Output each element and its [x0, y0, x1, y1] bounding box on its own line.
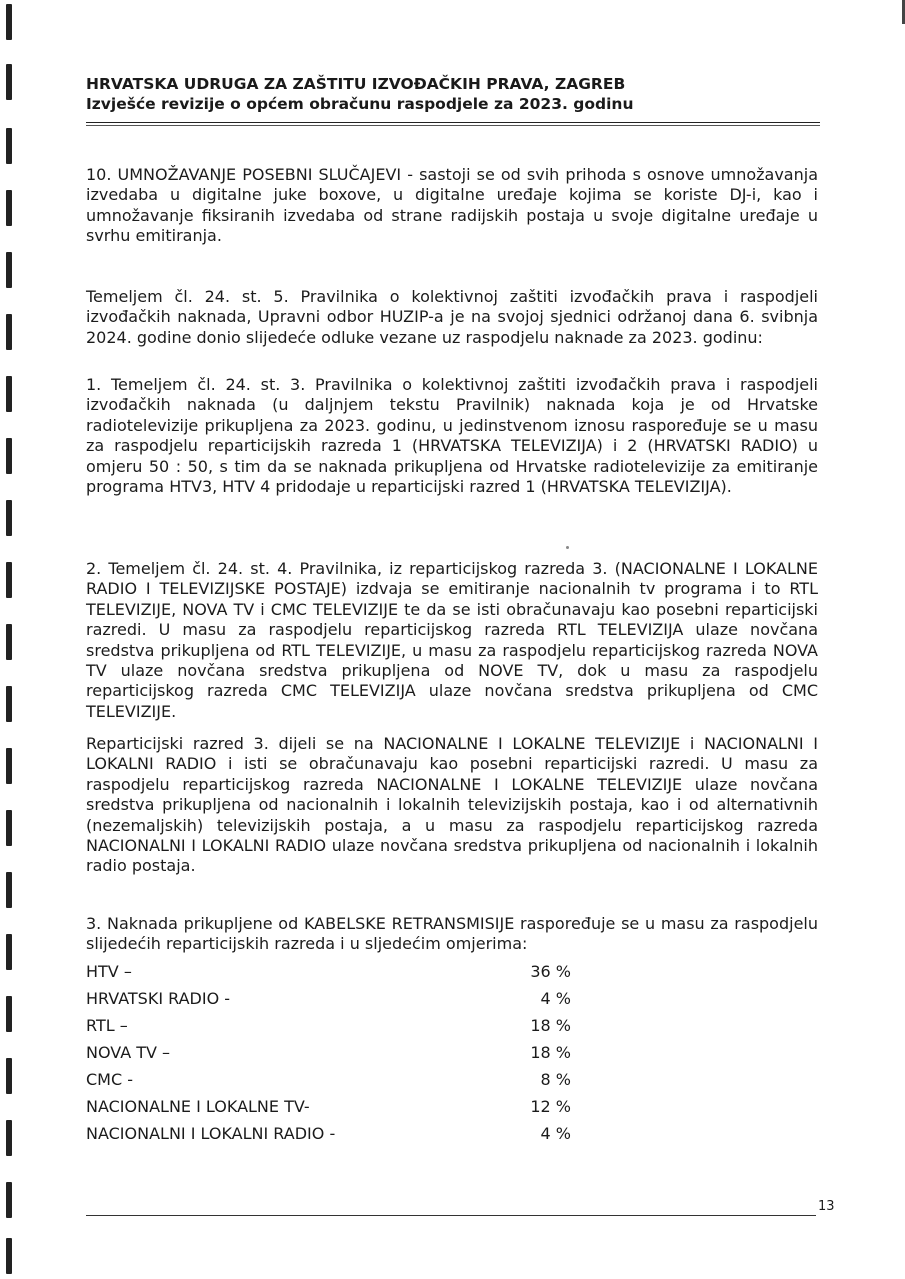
binding-mark: [6, 500, 12, 536]
binding-mark: [6, 376, 12, 412]
binding-mark: [6, 1238, 12, 1274]
allocation-row: [86, 1097, 586, 1124]
allocation-label: CMC -: [86, 1070, 134, 1089]
binding-mark: [6, 128, 12, 164]
binding-mark: [6, 64, 12, 100]
allocation-row: [86, 989, 586, 1016]
allocation-row: [86, 1070, 586, 1097]
binding-mark: [6, 1182, 12, 1218]
binding-mark: [6, 438, 12, 474]
paragraph-umnozavanje-posebni-slucajevi: 10. UMNOŽAVANJE POSEBNI SLUČAJEVI - sastoji se od svih prihoda s osnove umnožavanja izvedaba u digitalne juke boxove, u digitalne uređaje kojima se koriste DJ-i, kao i umnožavanje fiksiranih izvedaba od strane radijskih postaja u svoje digitalne uređaje u svrhu emitiranja.: [86, 165, 818, 246]
allocation-row: [86, 1043, 586, 1070]
binding-mark: [6, 190, 12, 226]
binding-mark: [6, 996, 12, 1032]
binding-mark: [6, 4, 12, 40]
allocation-row: [86, 1124, 586, 1151]
allocation-value: 4 %: [540, 989, 571, 1008]
allocation-table: [86, 962, 586, 1151]
allocation-row: [86, 1016, 586, 1043]
paragraph-decision-2-continued: Reparticijski razred 3. dijeli se na NACIONALNE I LOKALNE TELEVIZIJE i NACIONALNI I LOKALNI RADIO i isti se obračunavaju kao posebni reparticijski razredi. U masu za raspodjelu reparticijskog razreda NACIONALNE I LOKALNE TELEVIZIJE ulaze novčana sredstva prikupljena od nacionalnih i lokalnih televizijskih postaja, kao i od alternativnih (nezemaljskih) televizijskih postaja, a u masu za raspodjelu reparticijskog razreda NACIONALNI I LOKALNI RADIO ulaze novčana sredstva prikupljena od nacionalnih i lokalnih radio postaja.: [86, 734, 818, 876]
binding-mark: [6, 872, 12, 908]
header-organization: HRVATSKA UDRUGA ZA ZAŠTITU IZVOĐAČKIH PRAVA, ZAGREB: [86, 75, 626, 93]
header-rule-thin: [86, 125, 820, 126]
paragraph-intro-decision: Temeljem čl. 24. st. 5. Pravilnika o kolektivnoj zaštiti izvođačkih prava i raspodjeli izvođačkih naknada, Upravni odbor HUZIP-a je na svojoj sjednici održanoj dana 6. svibnja 2024. godine donio slijedeće odluke vezane uz raspodjelu naknade za 2023. godinu:: [86, 287, 818, 347]
paragraph-decision-2: 2. Temeljem čl. 24. st. 4. Pravilnika, iz reparticijskog razreda 3. (NACIONALNE I LOKALNE RADIO I TELEVIZIJSKE POSTAJE) izdvaja se emitiranje nacionalnih tv programa i to RTL TELEVIZIJE, NOVA TV i CMC TELEVIZIJE te da se isti obračunavaju kao posebni reparticijski razredi. U masu za raspodjelu reparticijskog razreda RTL TELEVIZIJA ulaze novčana sredstva prikupljena od RTL TELEVIZIJE, u masu za raspodjelu reparticijskog razreda NOVA TV ulaze novčana sredstva prikupljena od NOVE TV, dok u masu za raspodjelu reparticijskog razreda CMC TELEVIZIJA ulaze novčana sredstva prikupljena od CMC TELEVIZIJE.: [86, 559, 818, 721]
allocation-value: 18 %: [530, 1043, 571, 1062]
allocation-value: 4 %: [540, 1124, 571, 1143]
paragraph-decision-1: 1. Temeljem čl. 24. st. 3. Pravilnika o kolektivnoj zaštiti izvođačkih prava i raspodjeli izvođačkih naknada (u daljnjem tekstu Pravilnik) naknada koja je od Hrvatske radiotelevizije prikupljena za 2023. godinu, u jedinstvenom iznosu raspoređuje se u masu za raspodjelu reparticijskih razreda 1 (HRVATSKA TELEVIZIJA) i 2 (HRVATSKI RADIO) u omjeru 50 : 50, s tim da se naknada prikupljena od Hrvatske radiotelevizije za emitiranje programa HTV3, HTV 4 pridodaje u reparticijski razred 1 (HRVATSKA TELEVIZIJA).: [86, 375, 818, 497]
binding-mark: [6, 934, 12, 970]
page-header: [86, 74, 820, 114]
binding-mark: [6, 314, 12, 350]
binding-mark: [6, 686, 12, 722]
allocation-value: 36 %: [530, 962, 571, 981]
binding-mark: [6, 1120, 12, 1156]
scan-speck: [566, 546, 569, 549]
allocation-label: HTV –: [86, 962, 132, 981]
allocation-label: NACIONALNE I LOKALNE TV-: [86, 1097, 310, 1116]
allocation-value: 8 %: [540, 1070, 571, 1089]
page-number: 13: [818, 1199, 835, 1214]
allocation-label: NACIONALNI I LOKALNI RADIO -: [86, 1124, 336, 1143]
header-report-title: Izvješće revizije o općem obračunu raspodjele za 2023. godinu: [86, 95, 634, 113]
allocation-label: RTL –: [86, 1016, 128, 1035]
allocation-label: HRVATSKI RADIO -: [86, 989, 231, 1008]
binding-mark: [6, 748, 12, 784]
binding-marks: [0, 0, 20, 1279]
binding-mark: [6, 252, 12, 288]
allocation-label: NOVA TV –: [86, 1043, 171, 1062]
allocation-row: [86, 962, 586, 989]
binding-mark: [6, 562, 12, 598]
footer-rule: [86, 1215, 816, 1216]
allocation-value: 18 %: [530, 1016, 571, 1035]
paragraph-decision-3: 3. Naknada prikupljene od KABELSKE RETRANSMISIJE raspoređuje se u masu za raspodjelu slijedećih reparticijskih razreda i u sljedećim omjerima:: [86, 914, 818, 954]
binding-mark: [6, 1058, 12, 1094]
binding-mark: [6, 624, 12, 660]
allocation-value: 12 %: [530, 1097, 571, 1116]
header-rule: [86, 122, 820, 123]
binding-mark: [6, 810, 12, 846]
